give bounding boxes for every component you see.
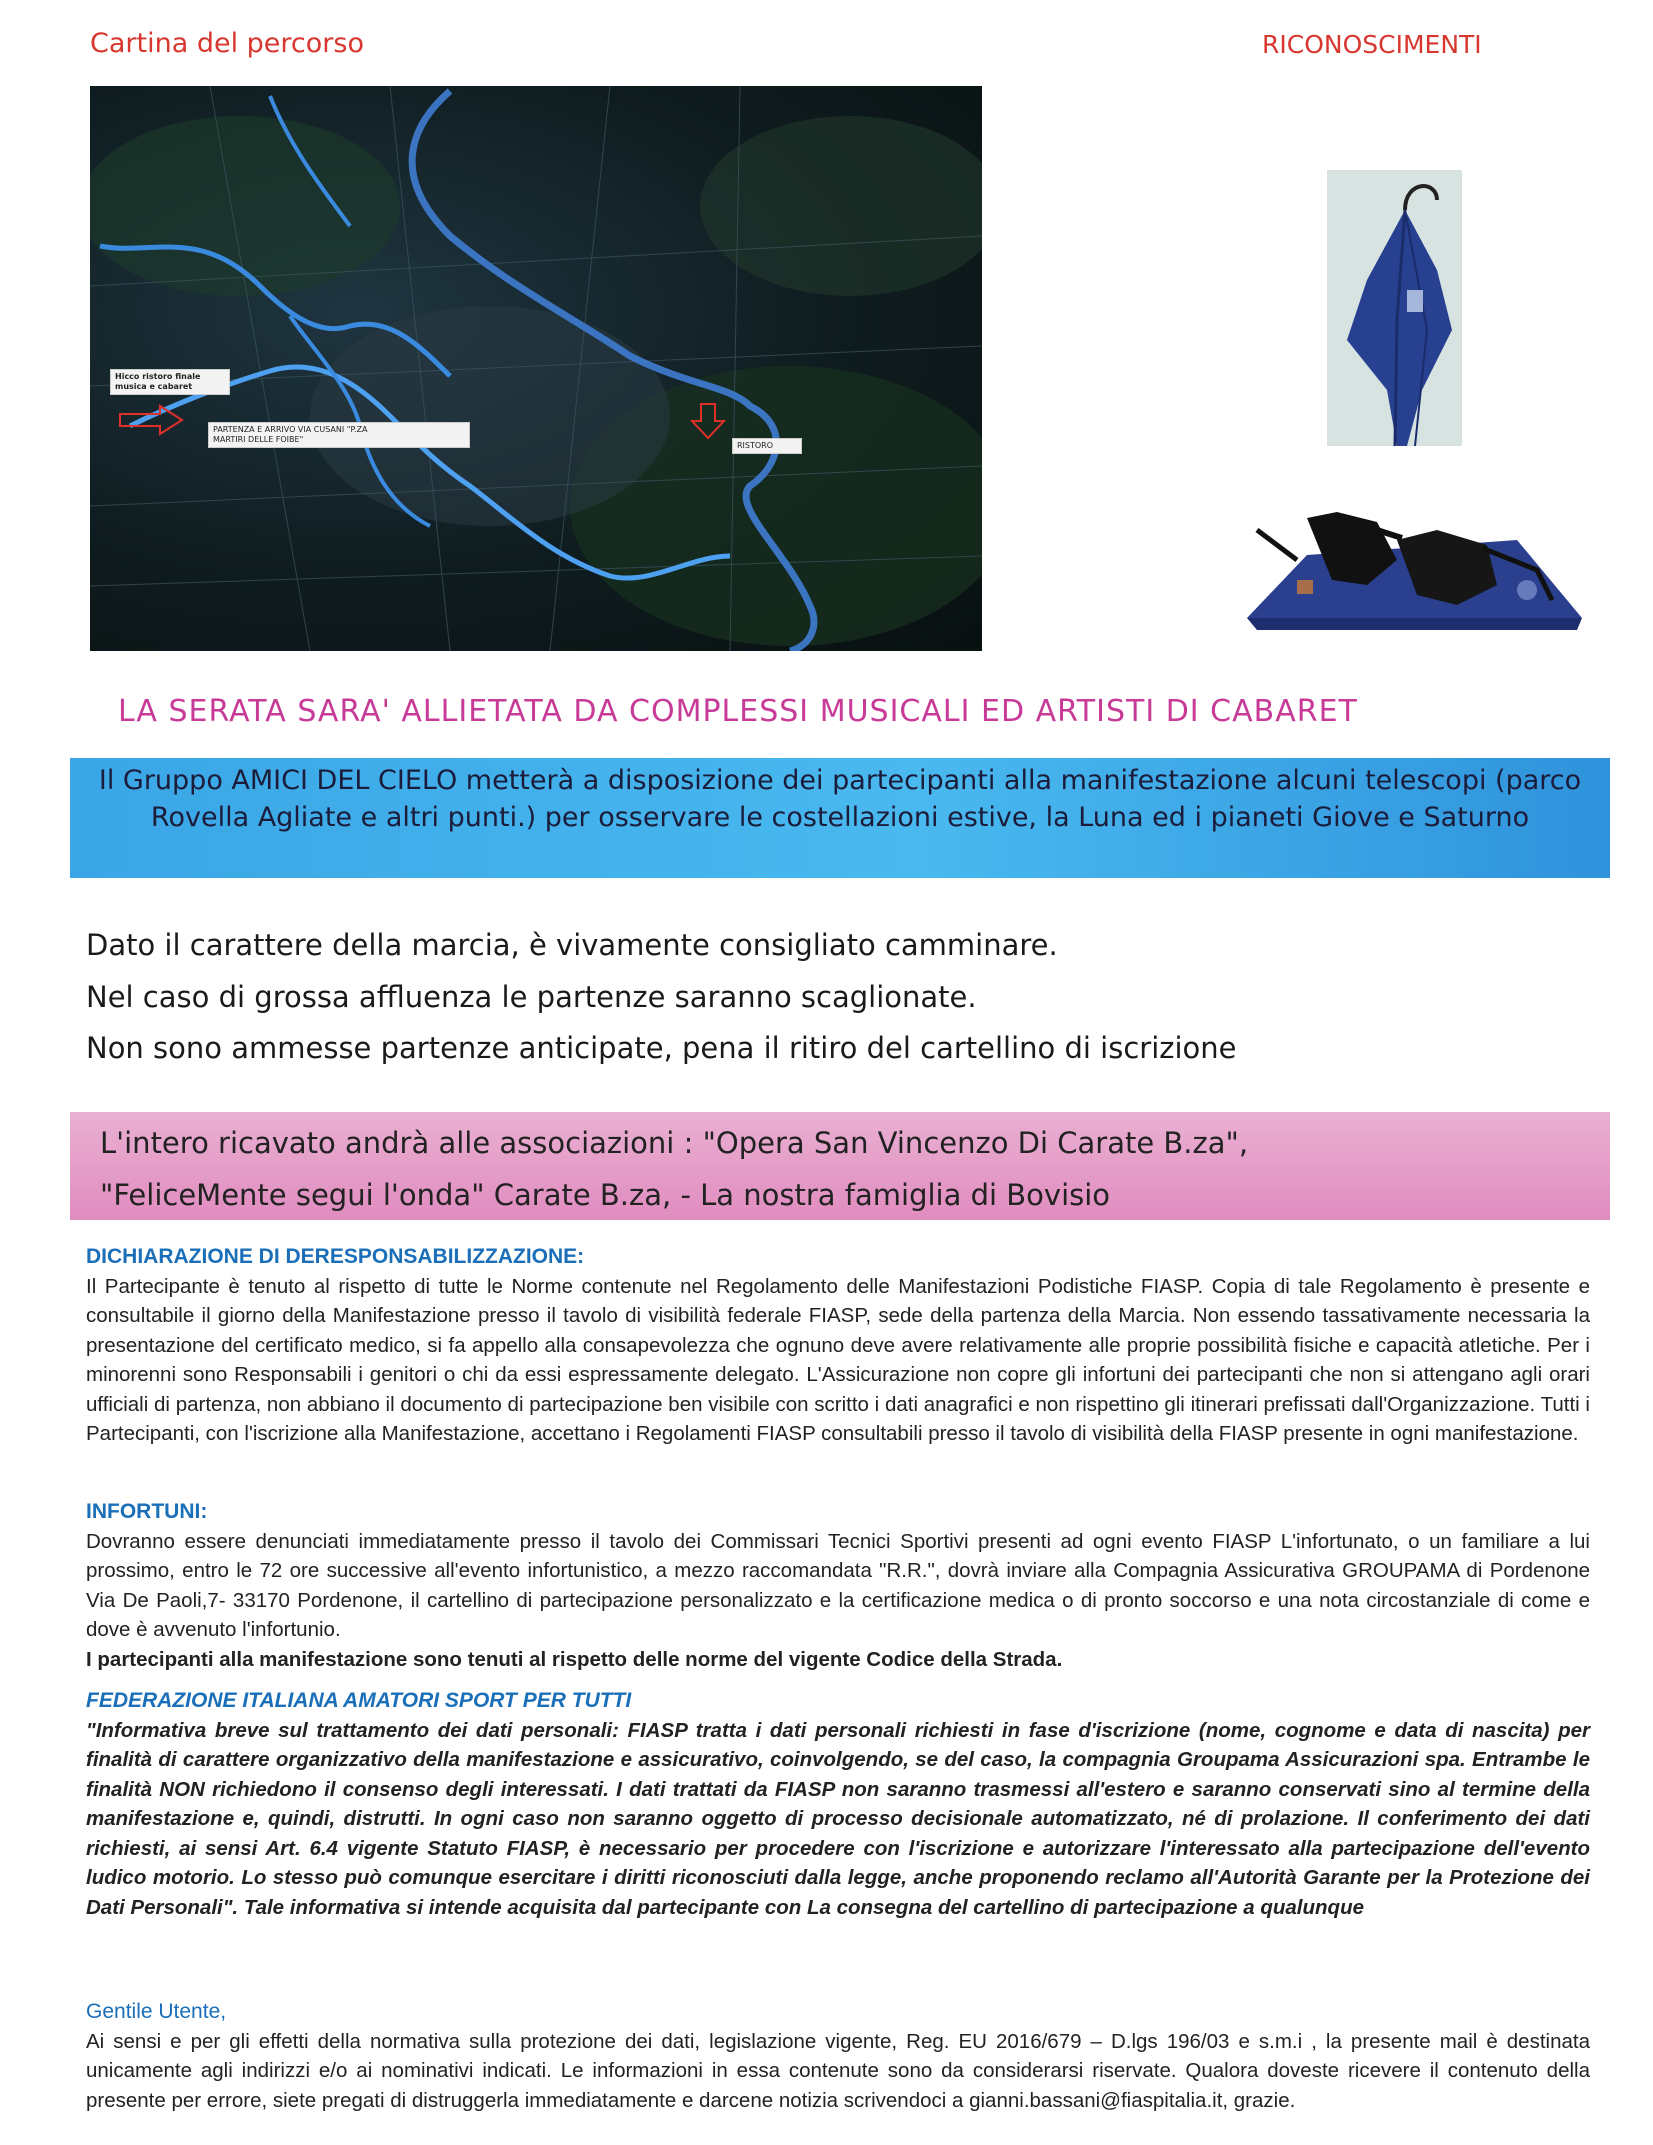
walk-note-1: Dato il carattere della marcia, è vivamente consigliato camminare. — [86, 928, 1058, 962]
map-label-ristoro: RISTORO — [732, 438, 802, 454]
route-map — [90, 86, 982, 651]
injuries-section — [86, 1497, 1590, 1674]
proceeds-line-2: "FeliceMente segui l'onda" Carate B.za, - La nostra famiglia di Bovisio — [100, 1178, 1111, 1212]
map-label-start: PARTENZA E ARRIVO VIA CUSANI "P.ZA MARTIRI DELLE FOIBE" — [208, 422, 470, 448]
walk-note-2: Nel caso di grossa affluenza le partenze saranno scaglionate. — [86, 980, 977, 1014]
privacy-body: Ai sensi e per gli effetti della normativa sulla protezione dei dati, legislazione vigente, Reg. EU 2016/679 – D.lgs 196/03 e s.m.i , la presente mail è destinata unicamente agli indirizzi e/o ai nominativi indicati. Le informazioni in essa contenute sono da considerarsi riservate. Qualora doveste ricevere il contenuto della presente per errore, siete pregati di distruggerla immediatamente e darcene notizia scrivendoci a gianni.bassani@fiaspitalia.it, grazie. — [86, 2029, 1590, 2112]
proceeds-banner — [70, 1112, 1610, 1220]
injuries-title: INFORTUNI: — [86, 1500, 208, 1523]
sunglasses-prize-image — [1237, 500, 1592, 635]
map-label-music: Hicco ristoro finale musica e cabaret — [110, 369, 230, 395]
cabaret-announcement: LA SERATA SARA' ALLIETATA DA COMPLESSI MUSICALI ED ARTISTI DI CABARET — [118, 694, 1358, 729]
awards-title: RICONOSCIMENTI — [1262, 30, 1482, 59]
disclaimer-section — [86, 1242, 1590, 1449]
disclaimer-body: Il Partecipante è tenuto al rispetto di tutte le Norme contenute nel Regolamento delle Manifestazioni Podistiche FIASP. Copia di tale Regolamento è presente e consultabile il giorno della Manifestazione presso il tavolo di visibilità federale FIASP, sede della partenza della Marcia. Non essendo tassativamente necessaria la presentazione del certificato medico, si fa appello alla consapevolezza che ognuno deve avere relativamente alle proprie possibilità fisiche e capacità atletiche. Per i minorenni sono Responsabili i genitori o chi da essi espressamente delegato. L'Assicurazione non copre gli infortuni dei partecipanti che non si attengano agli orari ufficiali di partenza, non abbiano il documento di partecipazione ben visibile con scritto i dati anagrafici e non rispettino gli itinerari prefissati dall'Organizzazione. Tutti i Partecipanti, con l'iscrizione alla Manifestazione, accettano i Regolamenti FIASP consultabili presso il tavolo di visibilità della FIASP presente in ogni manifestazione. — [86, 1274, 1590, 1445]
privacy-section — [86, 1997, 1590, 2115]
umbrella-prize-image — [1327, 170, 1462, 446]
telescope-text: Il Gruppo AMICI DEL CIELO metterà a disposizione dei partecipanti alla manifestazione alcuni telescopi (parco Rovella Agliate e altri punti.) per osservare le costellazioni estive, la Luna ed i pianeti Giove e Saturno — [98, 765, 1582, 833]
federation-body: "Informativa breve sul trattamento dei dati personali: FIASP tratta i dati personali richiesti in fase d'iscrizione (nome, cognome e data di nascita) per finalità di carattere organizzativo della manifestazione e assicurativo, coinvolgendo, se del caso, la compagnia Groupama Assicurazioni spa. Entrambe le finalità NON richiedono il consenso degli interessati. I dati trattati da FIASP non saranno trasmessi all'estero e saranno conservati sino al termine della manifestazione e, quindi, distrutti. In ogni caso non saranno oggetto di processo decisionale automatizzato, né di prolazione. Il conferimento dei dati richiesti, ai sensi Art. 6.4 vigente Statuto FIASP, è necessario per procedere con l'iscrizione e autorizzare l'interessato alla partecipazione dell'evento ludico motorio. Lo stesso può comunque esercitare i diritti riconosciuti dalla legge, anche proponendo reclamo all'Autorità Garante per la Protezione dei Dati Personali". Tale informativa si intende acquisita dal partecipante con La consegna del cartellino di partecipazione a qualunque — [86, 1718, 1590, 1919]
disclaimer-title: DICHIARAZIONE DI DERESPONSABILIZZAZIONE: — [86, 1245, 585, 1268]
federation-section — [86, 1686, 1590, 1922]
proceeds-line-1: L'intero ricavato andrà alle associazioni : "Opera San Vincenzo Di Carate B.za", — [100, 1126, 1249, 1160]
telescope-banner — [70, 758, 1610, 878]
privacy-greeting: Gentile Utente, — [86, 2000, 227, 2023]
injuries-body: Dovranno essere denunciati immediatamente presso il tavolo dei Commissari Tecnici Sportivi presenti ad ogni evento FIASP L'infortunato, o un familiare a lui prossimo, entro le 72 ore successive all'evento infortunistico, a mezzo raccomandata "R.R.", dovrà inviare alla Compagnia Assicurativa GROUPAMA di Pordenone Via De Paoli,7- 33170 Pordenone, il cartellino di partecipazione personalizzato e la certificazione medica o di pronto soccorso e una nota circostanziale di come e dove è avvenuto l'infortunio. — [86, 1529, 1590, 1641]
walk-note-3: Non sono ammesse partenze anticipate, pena il ritiro del cartellino di iscrizione — [86, 1031, 1237, 1065]
map-title: Cartina del percorso — [90, 28, 364, 59]
injuries-road-code-note: I partecipanti alla manifestazione sono tenuti al rispetto delle norme del vigente Codice della Strada. — [86, 1647, 1063, 1671]
federation-title: FEDERAZIONE ITALIANA AMATORI SPORT PER TUTTI — [86, 1689, 632, 1712]
